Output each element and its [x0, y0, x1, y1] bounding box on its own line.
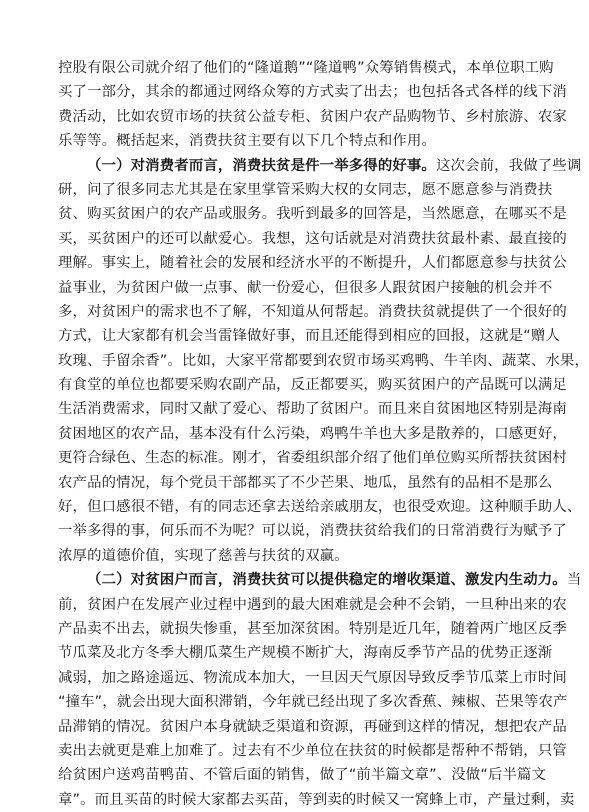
paragraph-text: 理解。事实上，随着社会的发展和经济水平的不断提升，人们都愿意参与扶贫公: [58, 255, 567, 272]
text-line: [58, 544, 518, 568]
text-line: [58, 227, 567, 251]
paragraph-text: 章”。而且买苗的时候大家都去买苗，等到卖的时候又一窝蜂上市，产量过剩，卖: [58, 791, 575, 808]
text-line: [58, 324, 560, 348]
paragraph-text: 买了一部分，其余的都通过网络众筹的方式卖了出去；也包括各式各样的线下消: [58, 84, 567, 101]
text-line: [58, 495, 582, 519]
text-line: [58, 154, 582, 178]
section-heading-text: （二）对贫困户而言，消费扶贫可以提供稳定的增收渠道、激发内生动力。: [87, 572, 567, 589]
paragraph-text: 控股有限公司就介绍了他们的“隆道鹅”“隆道鸭”众筹销售模式，本单位职工购: [58, 60, 554, 76]
text-line: [58, 129, 518, 153]
text-line: [58, 251, 567, 275]
text-line: [58, 690, 568, 714]
text-line: [58, 276, 553, 300]
paragraph-text: 费活动，比如农贸市场的扶贫公益专柜、贫困户农产品购物节、乡村旅游、农家: [58, 108, 567, 125]
text-line: [58, 446, 567, 470]
text-line: [58, 80, 567, 104]
paragraph-text: 一举多得的事，何乐而不为呢？可以说，消费扶贫给我们的日常消费行为赋予了: [58, 523, 567, 540]
text-line: [58, 178, 553, 202]
text-line: [58, 641, 553, 665]
text-line: [58, 397, 567, 421]
text-line: [58, 56, 554, 80]
section-heading-text: （一）对消费者而言，消费扶贫是件一举多得的好事。: [87, 157, 436, 174]
paragraph-text: 乐等等。概括起来，消费扶贫主要有以下几个特点和作用。: [58, 133, 437, 150]
paragraph-text: 贫困地区的农产品，基本没有什么污染，鸡鸭牛羊也大多是散养的，口感更好，: [58, 425, 567, 442]
paragraph-text: 益事业，为贫困户做一点事、献一份爱心，但很多人跟贫困户接触的机会并不: [58, 279, 553, 296]
text-line: [58, 715, 567, 739]
text-line: [58, 788, 575, 812]
text-line: [58, 373, 567, 397]
text-line: [58, 593, 567, 617]
text-line: [58, 519, 567, 543]
paragraph-text: 节瓜菜及北方冬季大棚瓜菜生产规模不断扩大，海南反季节产品的优势正逐渐: [58, 645, 553, 662]
paragraph-text: 浓厚的道德价值，实现了慈善与扶贫的双赢。: [58, 547, 349, 564]
text-line: [58, 666, 567, 690]
paragraph-text: 有食堂的单位也都要采购农副产品，反正都要买，购买贫困户的产品既可以满足: [58, 377, 567, 394]
paragraph-text: 好，但口感很不错，有的同志还拿去送给亲戚朋友，也很受欢迎。这种顺手助人、: [58, 499, 582, 516]
paragraph-text: 给贫困户送鸡苗鸭苗、不管后面的销售，做了“前半篇文章”、没做“后半篇文: [58, 767, 547, 784]
text-line: [58, 617, 567, 641]
body-text: [58, 56, 589, 812]
paragraph-text: 当: [566, 572, 582, 589]
text-line: [58, 349, 589, 373]
paragraph-text: 贫、购买贫困户的农产品或服务。我听到最多的回答是，当然愿意，在哪买不是: [58, 206, 567, 223]
text-line: [58, 422, 567, 446]
paragraph-text: 多，对贫困户的需求也不了解，不知道从何帮起。消费扶贫就提供了一个很好的: [58, 303, 567, 320]
paragraph-text: 产品卖不出去，就损失惨重，甚至加深贫困。特别是近几年，随着两广地区反季: [58, 620, 567, 637]
text-line: [58, 739, 567, 763]
paragraph-text: 买，买贫困户的还可以献爱心。我想，这句话就是对消费扶贫最朴素、最直接的: [58, 230, 567, 247]
paragraph-text: 前，贫困户在发展产业过程中遇到的最大困难就是会种不会销，一旦种出来的农: [58, 596, 567, 613]
text-line: [58, 471, 553, 495]
paragraph-text: 卖出去就更是难上加难了。过去有不少单位在扶贫的时候都是帮种不帮销，只管: [58, 742, 567, 759]
text-line: [58, 105, 567, 129]
paragraph-text: 研，问了很多同志尤其是在家里掌管采购大权的女同志，愿不愿意参与消费扶: [58, 181, 553, 198]
paragraph-text: 生活消费需求，同时又献了爱心、帮助了贫困户。而且来自贫困地区特别是海南: [58, 401, 567, 418]
text-line: [58, 300, 567, 324]
paragraph-text: 农产品的情况，每个党员干部都买了不少芒果、地瓜，虽然有的品相不是那么: [58, 474, 553, 491]
paragraph-text: “撞车”，就会出现大面积滞销，今年就已经出现了多次香蕉、辣椒、芒果等农产: [58, 694, 568, 711]
paragraph-text: 这次会前，我做了些调: [435, 157, 582, 174]
text-line: [58, 202, 567, 226]
paragraph-text: 玫瑰、手留余香”。比如，大家平常都要到农贸市场买鸡鸭、牛羊肉、蔬菜、水果，: [58, 352, 589, 369]
paragraph-text: 品滞销的情况。贫困户本身就缺乏渠道和资源，再碰到这样的情况，想把农产品: [58, 718, 567, 735]
paragraph-text: 方式，让大家都有机会当雷锋做好事，而且还能得到相应的回报，这就是“赠人: [58, 328, 560, 345]
paragraph-text: 更符合绿色、生态的标准。刚才，省委组织部介绍了他们单位购买所帮扶贫困村: [58, 450, 567, 467]
paragraph-text: 减弱，加之路途遥远、物流成本加大，一旦因天气原因导致反季节瓜菜上市时间: [58, 669, 567, 686]
text-line: [58, 568, 582, 592]
text-line: [58, 763, 547, 787]
